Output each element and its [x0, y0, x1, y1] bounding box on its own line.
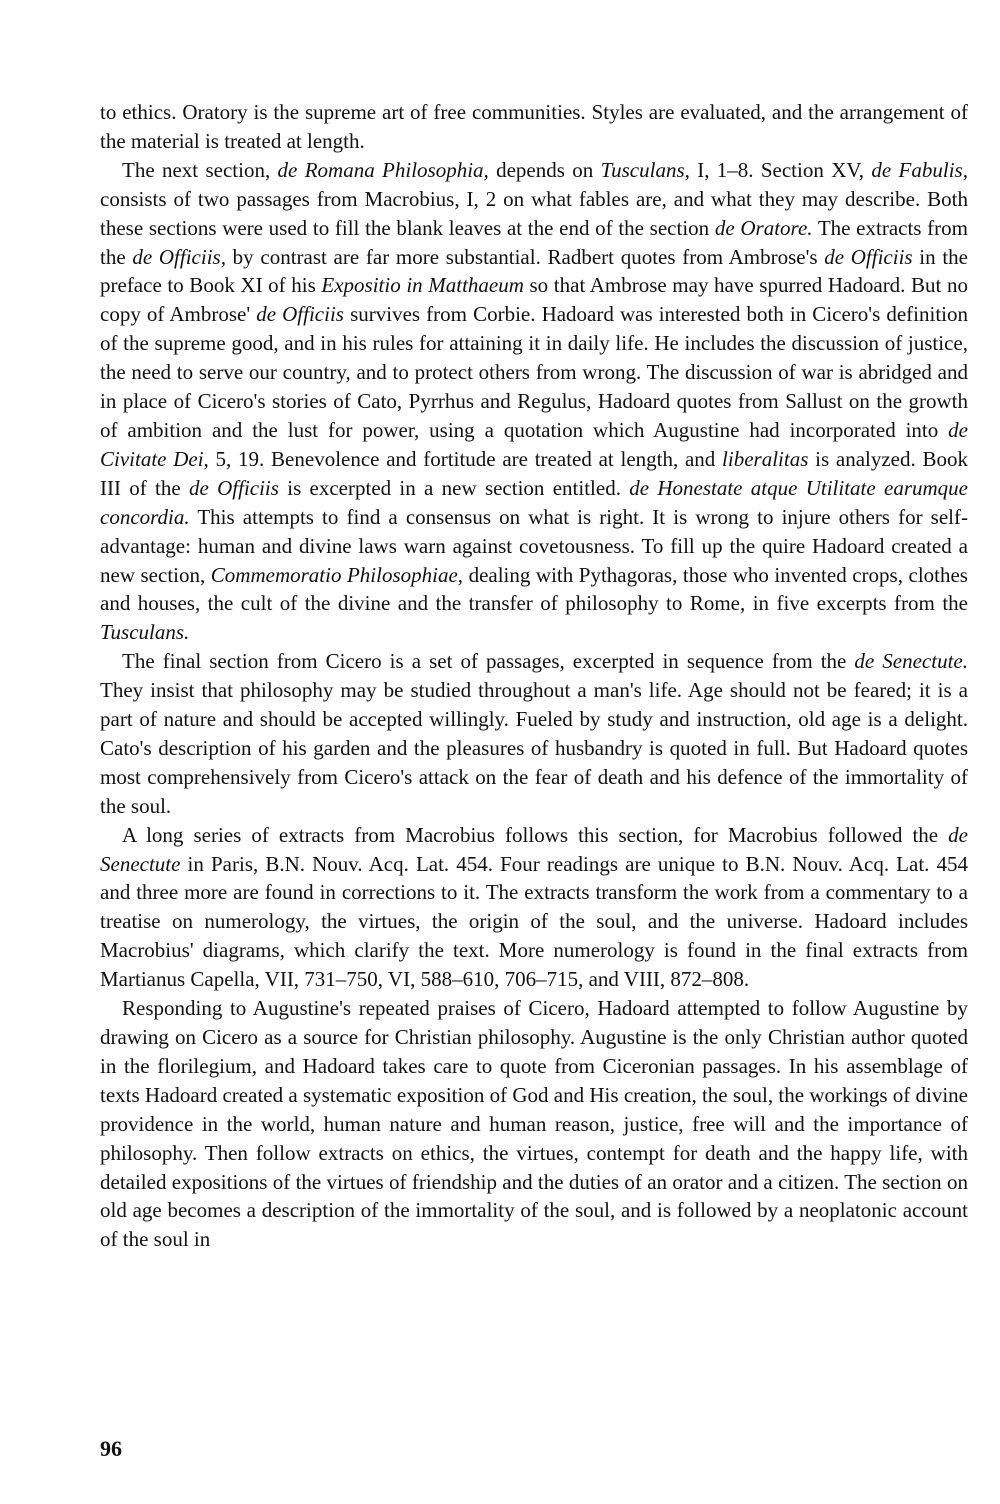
italic-title: Expositio in Matthaeum: [321, 273, 524, 298]
italic-title: de Senectute: [100, 822, 968, 876]
italic-title: Tusculans.: [100, 620, 190, 645]
italic-title: de Officiis: [256, 302, 344, 327]
paragraph-5: [100, 994, 968, 1254]
italic-title: Commemoratio Philosophiae,: [210, 562, 464, 587]
paragraph-2: [100, 156, 968, 647]
text-run: is excerpted in a new section entitled.: [278, 475, 630, 500]
paragraph-4: [100, 821, 968, 994]
paragraph-3: [100, 647, 968, 820]
text-run: depends on: [488, 157, 601, 182]
italic-title: Tusculans,: [600, 157, 690, 182]
text-run: They insist that philosophy may be studied throughout a man's life. Age should not be feared; it is a part of nature and should be accepted willingly. Fueled by study and instruction, old age is a delight. Cato's description of his garden and the pleasures of husbandry is quoted in full. But Hadoard quotes most comprehensively from Cicero's attack on the fear of death and his defence of the immortality of the soul.: [100, 678, 968, 818]
text-run: dealing with Pythagoras, those who invented crops, clothes and houses, the cult of the divine and the transfer of philosophy to Rome, in five excerpts from the: [100, 562, 968, 616]
text-run: consists of two passages from Macrobius, I, 2 on what fables are, and what they may describe. Both these sections were used to fill the blank leaves at the end of the section: [100, 186, 968, 240]
page-body: [100, 98, 968, 1418]
page-number: 96: [100, 1436, 122, 1461]
italic-title: de Romana Philosophia,: [277, 157, 489, 182]
italic-title: liberalitas: [722, 446, 809, 471]
text-run: survives from Corbie. Hadoard was interested both in Cicero's definition of the supreme good, and in his rules for attaining it in daily life. He includes the discussion of justice, the need to serve our country, and to protect others from wrong. The discussion of war is abridged and in place of Cicero's stories of Cato, Pyrrhus and Regulus, Hadoard quotes from Sallust on the growth of ambition and the lust for power, using a quotation which Augustine had incorporated into: [100, 302, 968, 442]
italic-title: de Officiis: [189, 475, 279, 500]
text-run: in the preface to Book XI of his: [100, 244, 968, 298]
text-run: in Paris, B.N. Nouv. Acq. Lat. 454. Four readings are unique to B.N. Nouv. Acq. Lat. 454 and three more are found in corrections to it. The extracts transform the work from a commentary to a treatise on numerology, the virtues, the origin of the soul, and the universe. Hadoard includes Macrobius' diagrams, which clarify the text. More numerology is found in the final extracts from Martianus Capella, VII, 731–750, VI, 588–610, 706–715, and VIII, 872–808.: [100, 851, 968, 992]
italic-title: de Honestate atque Utilitate earumque concordia.: [100, 475, 968, 529]
text-run: is analyzed. Book III of the: [100, 446, 969, 500]
text-run: by contrast are far more substantial. Radbert quotes from Ambrose's: [225, 244, 825, 269]
paragraph-1: [100, 98, 968, 156]
text-run: I, 1–8. Section XV,: [689, 157, 872, 182]
italic-title: de Officiis: [824, 244, 913, 269]
text-run: so that Ambrose may have spurred Hadoard. But no copy of Ambrose': [100, 273, 968, 327]
italic-title: de Senectute.: [854, 649, 968, 674]
text-run: A long series of extracts from Macrobius follows this section, for Macrobius followed the: [122, 822, 949, 847]
text-run: to ethics. Oratory is the supreme art of free communities. Styles are evaluated, and the arrangement of the material is treated at length.: [100, 100, 968, 153]
text-run: The final section from Cicero is a set of passages, excerpted in sequence from the: [122, 649, 855, 674]
italic-title: de Oratore.: [714, 215, 813, 240]
text-run: The extracts from the: [100, 215, 968, 269]
text-run: Responding to Augustine's repeated praises of Cicero, Hadoard attempted to follow Augustine by drawing on Cicero as a source for Christian philosophy. Augustine is the only Christian author quoted in the florilegium, and Hadoard takes care to quote from Ciceronian passages. In his assemblage of texts Hadoard created a systematic exposition of God and His creation, the soul, the workings of divine providence in the world, human nature and human reason, justice, free will and the importance of philosophy. Then follow extracts on ethics, the virtues, contempt for death and the happy life, with detailed expositions of the virtues of friendship and the duties of an orator and a citizen. The section on old age becomes a description of the immortality of the soul, and is followed by a neoplatonic account of the soul in: [100, 996, 968, 1252]
text-run: The next section,: [122, 157, 278, 182]
text-run: This attempts to find a consensus on what is right. It is wrong to injure others for self-advantage: human and divine laws warn against covetousness. To fill up the quire Hadoard created a new section,: [100, 504, 968, 587]
italic-title: de Fabulis,: [871, 157, 968, 182]
italic-title: de Officiis,: [132, 244, 226, 269]
text-run: 5, 19. Benevolence and fortitude are treated at length, and: [208, 446, 723, 471]
italic-title: de Civitate Dei,: [100, 417, 968, 471]
